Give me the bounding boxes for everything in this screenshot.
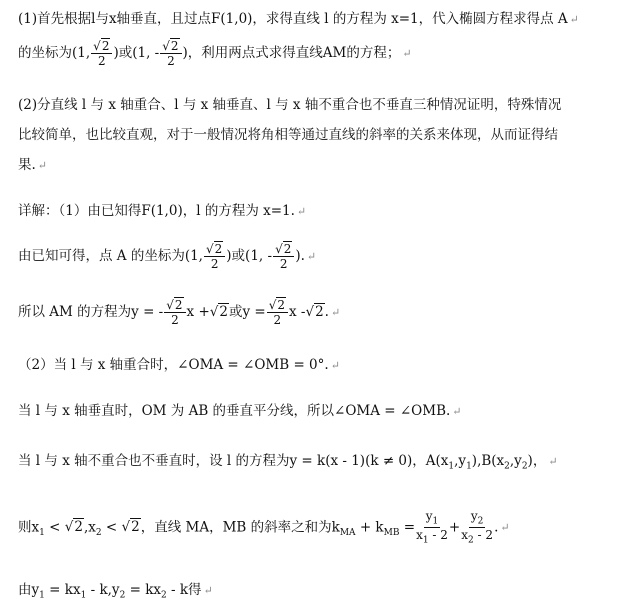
fraction: $\frac{√2}{2}$ xyxy=(160,40,181,67)
text: (1)首先根据l与x轴垂直，且过点F(1,0)，求得直线 l 的方程为 x=1，代入椭圆方程求得点 A xyxy=(18,11,568,27)
fraction: $\frac{y_1}{x_1 - 2}$ xyxy=(416,509,448,546)
text: x - xyxy=(289,304,306,320)
text: （2）当 l 与 x 轴重合时，∠OMA = ∠OMB = 0°. xyxy=(18,357,329,373)
text: 当 l 与 x 轴不重合也不垂直时，设 l 的方程为y = k(x - 1)(k ≠ 0)，A(x xyxy=(18,453,449,469)
text: 所以 AM 的方程为y = - xyxy=(18,304,164,320)
text: 比较简单，也比较直观，对于一般情况将角相等通过直线的斜率的关系来体现，从而证得结 xyxy=(18,127,558,143)
text: (2)分直线 l 与 x 轴重合、l 与 x 轴垂直、l 与 x 轴不重合也不垂直三种情况证明，特殊情况 xyxy=(18,97,562,113)
return-icon: ↵ xyxy=(452,405,462,418)
p1-line1 xyxy=(18,9,579,30)
return-icon: ↵ xyxy=(203,584,213,597)
fraction: $\frac{√2}{2}$ xyxy=(273,243,294,270)
text: )或(1, - xyxy=(226,248,273,264)
sqrt: √2 xyxy=(209,304,228,320)
text: 果. xyxy=(18,157,36,173)
return-icon: ↵ xyxy=(296,205,307,218)
text: 当 l 与 x 轴垂直时，OM 为 AB 的垂直平分线，所以∠OMA = ∠OMB. xyxy=(18,403,451,419)
sqrt: √2 xyxy=(305,304,324,320)
fraction: $\frac{y_2}{x_2 - 2}$ xyxy=(461,509,494,546)
solution-line8: 由$y_1 = kx_1 - k,y_2 = kx_2 - k$得 ↵ xyxy=(18,582,213,601)
solution-line6: 当 l 与 x 轴不重合也不垂直时，设 l 的方程为y = k(x - 1)(k ≠ 0)，$A(x_1,y_1),B(x_2,y_2)$， ↵ xyxy=(18,453,558,472)
text: 或y = xyxy=(228,304,266,320)
text: 详解：（1）由已知得F(1,0)，l 的方程为 x=1. xyxy=(18,203,295,219)
return-icon: ↵ xyxy=(330,359,340,372)
fraction: $\frac{√2}{2}$ xyxy=(164,299,185,326)
text: 则x xyxy=(18,519,40,536)
text: ). xyxy=(295,248,305,264)
fraction: $\frac{√2}{2}$ xyxy=(204,243,225,270)
p2-line2 xyxy=(18,125,558,145)
text: )，利用两点式求得直线AM的方程； xyxy=(182,45,401,61)
return-icon: ↵ xyxy=(548,455,558,468)
fraction: $\frac{√2}{2}$ xyxy=(267,299,288,326)
return-icon: ↵ xyxy=(37,159,48,172)
text: 由y xyxy=(18,582,40,598)
return-icon: ↵ xyxy=(402,47,412,60)
return-icon: ↵ xyxy=(306,250,317,263)
text: . xyxy=(324,304,329,320)
solution-line2 xyxy=(18,243,316,270)
text: 的坐标为(1, xyxy=(18,45,91,61)
return-icon: ↵ xyxy=(569,13,579,26)
sqrt: √2 xyxy=(64,519,83,536)
return-icon: ↵ xyxy=(500,521,510,535)
sqrt: √2 xyxy=(121,519,140,536)
solution-line3 xyxy=(18,299,340,326)
solution-line4 xyxy=(18,355,340,376)
return-icon: ↵ xyxy=(330,306,341,319)
p2-line1 xyxy=(18,95,561,115)
solution-line7: 则$x_1 < √2,x_2 < √2$，直线 MA，MB 的斜率之和为$k_{MA} + k_{MB}$ = $\frac{y_1}{x_1 - 2}$ + $\frac{y_2}{x_2 - 2}$ . ↵ xyxy=(18,509,510,546)
text: 由已知可得，点 A 的坐标为(1, xyxy=(18,248,203,264)
p1-line2 xyxy=(18,40,412,67)
fraction: $\frac{√2}{2}$ xyxy=(91,40,112,67)
solution-line1 xyxy=(18,201,306,222)
text: x + xyxy=(186,304,210,320)
text: )或(1, - xyxy=(113,45,160,61)
solution-line5 xyxy=(18,401,462,422)
p2-line3 xyxy=(18,155,47,176)
